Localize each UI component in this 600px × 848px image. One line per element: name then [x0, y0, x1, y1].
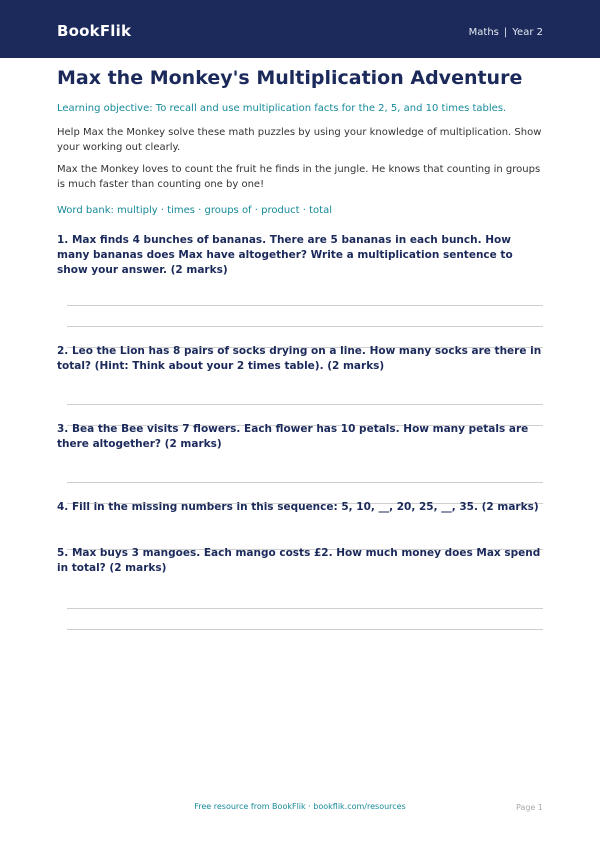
question-2: 2. Leo the Lion has 8 pairs of socks drying on a line. How many socks are there in total? (Hint: Think about your 2 times table). (2 marks)	[57, 345, 542, 372]
page-number: Page 1	[516, 803, 543, 812]
intro-paragraph-1: Help Max the Monkey solve these math puzzles by using your knowledge of multiplication. Show your working out clearly.	[57, 127, 542, 153]
meta-separator: |	[503, 27, 508, 38]
answer-line	[67, 482, 543, 483]
answer-line	[67, 305, 543, 306]
answer-line	[67, 629, 543, 630]
learning-objective: Learning objective: To recall and use multiplication facts for the 2, 5, and 10 times tables.	[57, 103, 507, 114]
intro-paragraph-2: Max the Monkey loves to count the fruit he finds in the jungle. He knows that counting in groups is much faster than counting one by one!	[57, 164, 541, 190]
answer-line	[67, 404, 543, 405]
worksheet-content	[57, 64, 543, 630]
answer-line	[67, 608, 543, 609]
brand-logo-text: BookFlik	[57, 22, 132, 40]
question-5: 5. Max buys 3 mangoes. Each mango costs £2. How much money does Max spend in total? (2 marks)	[57, 547, 541, 574]
question-4: 4. Fill in the missing numbers in this sequence: 5, 10, __, 20, 25, __, 35. (2 marks)	[57, 501, 539, 513]
answer-line	[67, 326, 543, 327]
word-bank: Word bank: multiply · times · groups of · product · total	[57, 205, 332, 216]
year-label: Year 2	[512, 27, 543, 38]
footer-credit: Free resource from BookFlik · bookflik.com/resources	[194, 802, 406, 811]
subject-year-label	[469, 27, 543, 38]
worksheet-title: Max the Monkey's Multiplication Adventure	[57, 67, 523, 89]
page-header	[0, 0, 600, 58]
question-1: 1. Max finds 4 bunches of bananas. There are 5 bananas in each bunch. How many bananas does Max have altogether? Write a multiplication sentence to show your answer. (2 marks)	[57, 234, 513, 276]
question-3: 3. Bea the Bee visits 7 flowers. Each flower has 10 petals. How many petals are there altogether? (2 marks)	[57, 423, 529, 450]
subject-label: Maths	[468, 27, 499, 38]
